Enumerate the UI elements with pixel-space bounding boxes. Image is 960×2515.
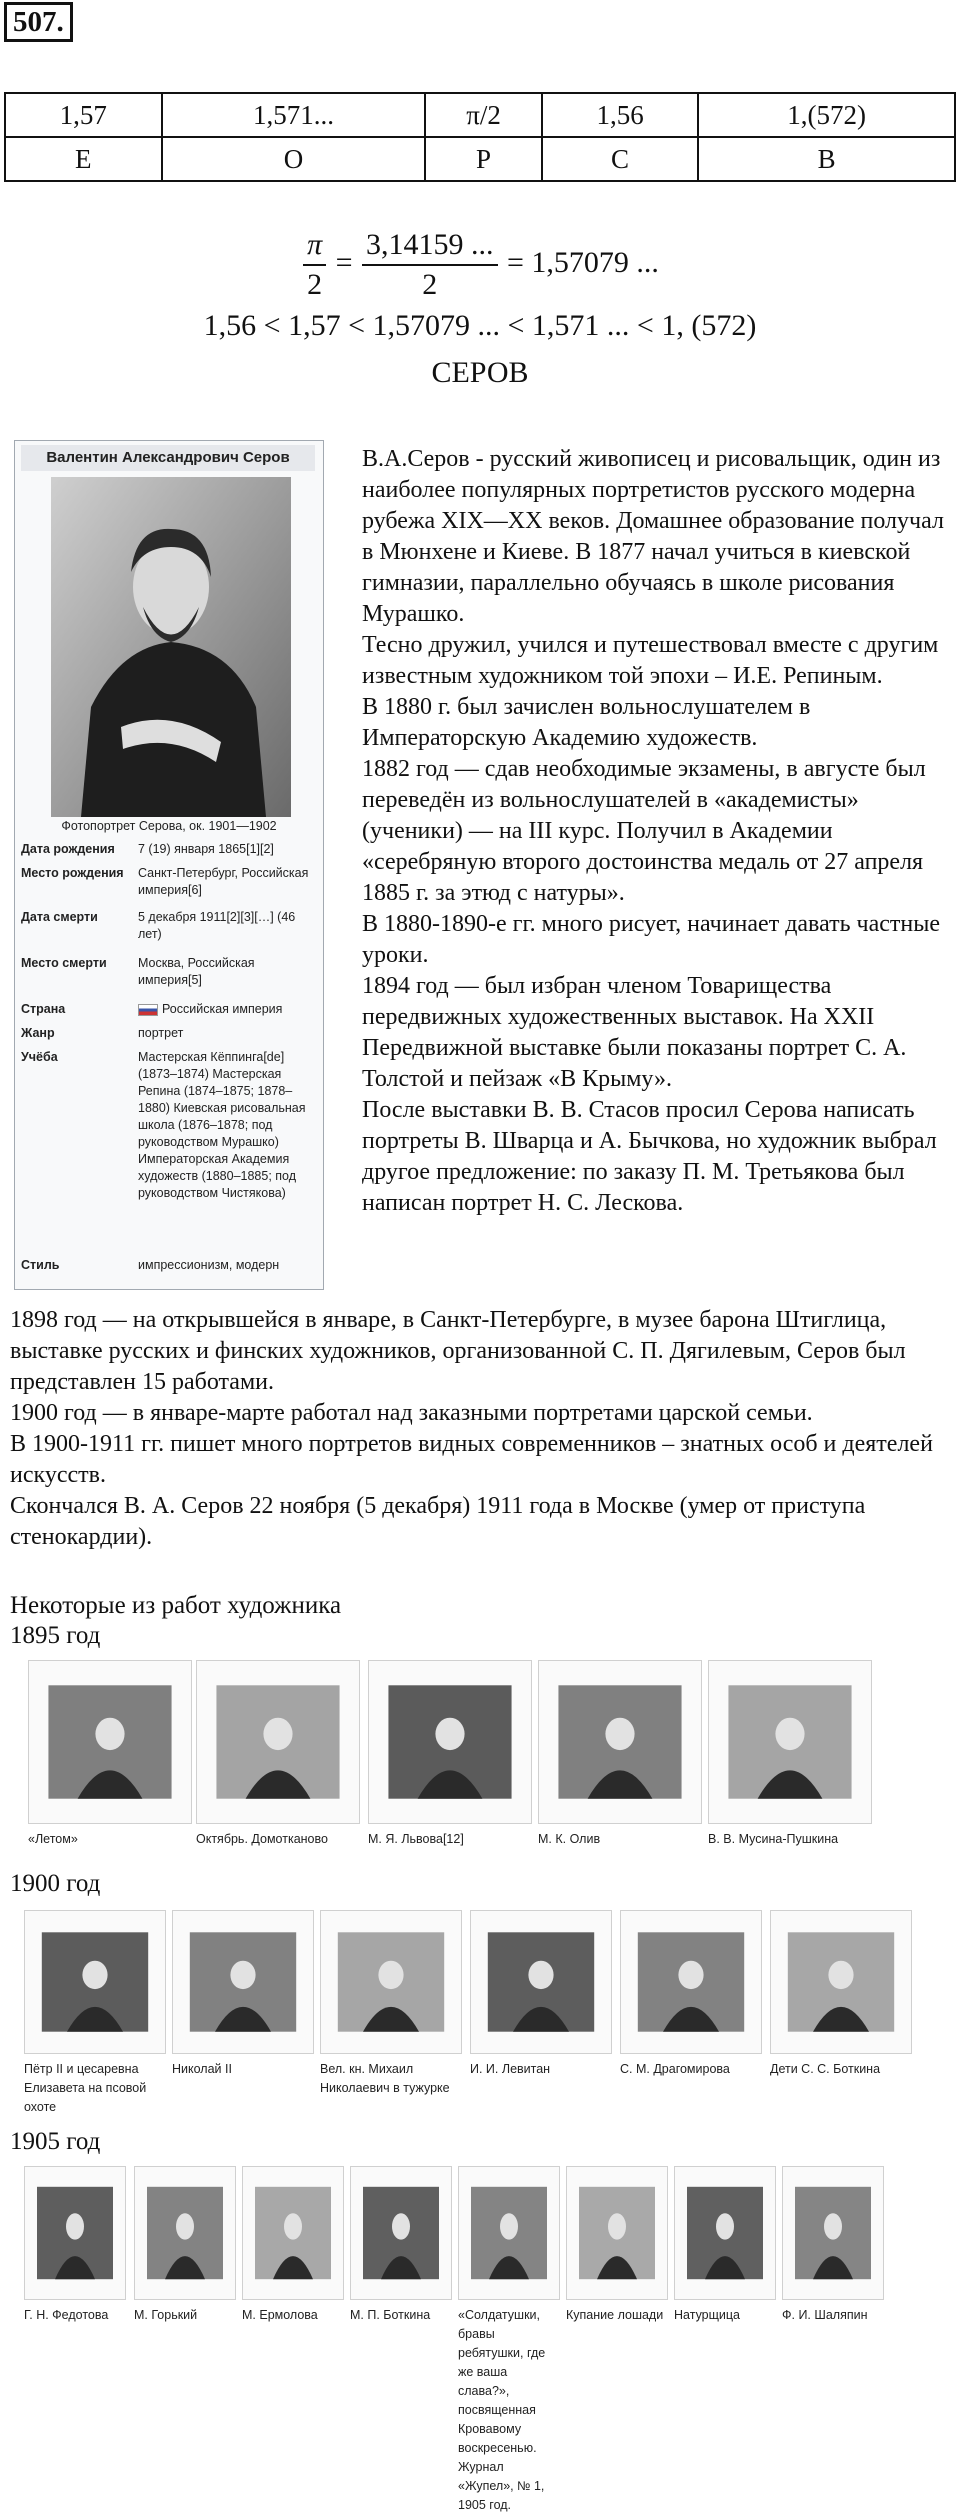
artwork-caption[interactable]: М. Ермолова xyxy=(242,2308,318,2322)
infobox-value: Санкт-Петербург, Российская империя[6] xyxy=(138,866,309,897)
artwork-thumbnail[interactable] xyxy=(368,1660,532,1824)
table-cell: 1,57 xyxy=(5,93,162,137)
artwork-thumbnail[interactable] xyxy=(134,2166,236,2300)
artwork-thumbnail[interactable] xyxy=(320,1910,462,2054)
infobox-row xyxy=(21,1001,321,1018)
table-cell: 1,571... xyxy=(162,93,426,137)
numerator-pi: π xyxy=(303,226,326,266)
bio-paragraph: 1882 год — сдав необходимые экзамены, в августе был переведён из вольнослушателей в «академисты» (ученики) — на III курс. Получил в Академии «серебряную второго достоинства медаль от 27 апреля 1885 г. за этюд с натуры». xyxy=(362,756,926,906)
works-intro: Некоторые из работ художника xyxy=(10,1592,342,1619)
artwork-icon xyxy=(243,2167,343,2299)
artwork-icon xyxy=(29,1661,191,1823)
artwork-thumbnail[interactable] xyxy=(620,1910,762,2054)
artwork-thumbnail[interactable] xyxy=(470,1910,612,2054)
numerator-pi-value: 3,14159 ... xyxy=(362,226,498,266)
infobox-value: импрессионизм, модерн xyxy=(138,1258,280,1272)
artwork-thumbnail[interactable] xyxy=(172,1910,314,2054)
artwork-thumbnail[interactable] xyxy=(24,2166,126,2300)
table-row-letters xyxy=(5,137,955,181)
infobox-key: Место рождения xyxy=(21,866,124,880)
table-cell: π/2 xyxy=(425,93,541,137)
year-heading: 1895 год xyxy=(10,1622,101,1649)
infobox-row xyxy=(21,909,321,943)
infobox-row xyxy=(21,1025,321,1042)
equals-sign: = xyxy=(335,245,353,279)
equation-result: = 1,57079 ... xyxy=(507,245,659,279)
artwork-icon xyxy=(567,2167,667,2299)
artwork-thumbnail[interactable] xyxy=(196,1660,360,1824)
artwork-caption[interactable]: Г. Н. Федотова xyxy=(24,2308,109,2322)
artwork-caption[interactable]: Купание лошади xyxy=(566,2308,664,2322)
artwork-thumbnail[interactable] xyxy=(782,2166,884,2300)
bio-paragraph: 1900 год — в январе-марте работал над заказными портретами царской семьи. xyxy=(10,1400,813,1426)
table-cell: 1,(572) xyxy=(698,93,955,137)
pi-value-over-two xyxy=(362,226,498,304)
artwork-icon xyxy=(771,1911,911,2053)
answer-word: СЕРОВ xyxy=(431,356,529,389)
artwork-icon xyxy=(321,1911,461,2053)
russian-flag-icon xyxy=(138,1004,158,1016)
infobox-row xyxy=(21,1257,321,1274)
task-number: 507. xyxy=(4,2,73,42)
artwork-caption[interactable]: Николай II xyxy=(172,2062,232,2076)
bio-paragraph: Тесно дружил, учился и путешествовал вместе с другим известным художником той эпохи – И.Е. Репиным. xyxy=(362,632,939,689)
bio-paragraph: В 1900-1911 гг. пишет много портретов видных современников – знатных особ и деятелей искусств. xyxy=(10,1431,933,1488)
infobox-key: Страна xyxy=(21,1002,66,1016)
artwork-icon xyxy=(135,2167,235,2299)
bio-paragraph: В 1880-1890-е гг. много рисует, начинает давать частные уроки. xyxy=(362,911,941,968)
table-cell: О xyxy=(162,137,426,181)
infobox-row xyxy=(21,865,321,899)
artwork-thumbnail[interactable] xyxy=(566,2166,668,2300)
inequality: 1,56 < 1,57 < 1,57079 ... < 1,571 ... < 1, (572) xyxy=(203,309,757,342)
infobox-key: Учёба xyxy=(21,1050,58,1064)
bio-paragraph: 1894 год — был избран членом Товарищества передвижных художественных выставок. На XXII Передвижной выставке были показаны портрет С. А. Толстой и пейзаж «В Крыму». xyxy=(362,973,907,1092)
bio-paragraph: Скончался В. А. Серов 22 ноября (5 декабря) 1911 года в Москве (умер от приступа стенокардии). xyxy=(10,1493,866,1550)
artwork-thumbnail[interactable] xyxy=(674,2166,776,2300)
year-heading: 1900 год xyxy=(10,1870,101,1897)
artwork-icon xyxy=(709,1661,871,1823)
artwork-caption[interactable]: И. И. Левитан xyxy=(470,2062,551,2076)
artwork-thumbnail[interactable] xyxy=(24,1910,166,2054)
infobox-key: Дата смерти xyxy=(21,910,98,924)
fraction-equation xyxy=(0,226,960,304)
bio-paragraph: 1898 год — на открывшейся в январе, в Санкт-Петербурге, в музее барона Штиглица, выставке русских и финских художников, организованной С. П. Дягилевым, Серов был представлен 15 работами. xyxy=(10,1307,906,1395)
artwork-caption[interactable]: Натурщица xyxy=(674,2308,741,2322)
artwork-thumbnail[interactable] xyxy=(350,2166,452,2300)
table-cell: В xyxy=(698,137,955,181)
artwork-caption[interactable]: Вел. кн. Михаил Николаевич в тужурке xyxy=(320,2062,450,2095)
artwork-icon xyxy=(621,1911,761,2053)
artwork-caption[interactable]: Дети С. С. Боткина xyxy=(770,2062,881,2076)
pi-over-two xyxy=(303,226,326,304)
artwork-icon xyxy=(369,1661,531,1823)
denominator: 2 xyxy=(307,268,323,301)
infobox-value: 7 (19) января 1865[1][2] xyxy=(138,842,274,856)
artwork-caption[interactable]: Пётр II и цесаревна Елизавета на псовой охоте xyxy=(24,2062,147,2114)
artwork-thumbnail[interactable] xyxy=(28,1660,192,1824)
biography-full xyxy=(10,1305,950,1553)
artwork-icon xyxy=(459,2167,559,2299)
infobox-key: Жанр xyxy=(21,1026,55,1040)
artwork-caption[interactable]: М. Горький xyxy=(134,2308,198,2322)
artwork-thumbnail[interactable] xyxy=(770,1910,912,2054)
table-cell: С xyxy=(542,137,699,181)
infobox-title: Валентин Александрович Серов xyxy=(21,445,315,471)
artwork-icon xyxy=(471,1911,611,2053)
table-cell: 1,56 xyxy=(542,93,699,137)
infobox-value: портрет xyxy=(138,1026,184,1040)
portrait-photo xyxy=(51,477,291,817)
bio-paragraph: В.А.Серов - русский живописец и рисовальщик, один из наиболее популярных портретистов русского модерна рубежа XIX—XX веков. Домашнее образование получал в Мюнхене и Киеве. В 1877 начал учиться в киевской гимназии, параллельно обучаясь в школе рисования Мурашко. xyxy=(362,446,944,627)
artwork-caption[interactable]: Ф. И. Шаляпин xyxy=(782,2308,868,2322)
artwork-caption[interactable]: В. В. Мусина-Пушкина xyxy=(708,1832,839,1846)
table-row-values xyxy=(5,93,955,137)
answer-table xyxy=(4,92,956,182)
artwork-caption[interactable]: М. Я. Львова[12] xyxy=(368,1832,464,1846)
artwork-caption[interactable]: «Летом» xyxy=(28,1832,78,1846)
infobox-value: Москва, Российская империя[5] xyxy=(138,956,255,987)
infobox-row xyxy=(21,955,321,989)
infobox-row xyxy=(21,841,321,858)
artwork-caption[interactable]: М. П. Боткина xyxy=(350,2308,431,2322)
artwork-icon xyxy=(539,1661,701,1823)
artwork-icon xyxy=(675,2167,775,2299)
artwork-icon xyxy=(783,2167,883,2299)
infobox-value: 5 декабря 1911[2][3][…] (46 лет) xyxy=(138,910,296,941)
artwork-icon xyxy=(25,1911,165,2053)
biography-side xyxy=(362,444,952,1219)
artwork-thumbnail[interactable] xyxy=(708,1660,872,1824)
bio-paragraph: В 1880 г. был зачислен вольнослушателем в Императорскую Академию художеств. xyxy=(362,694,811,751)
artwork-thumbnail[interactable] xyxy=(242,2166,344,2300)
artwork-caption[interactable]: «Солдатушки, бравы ребятушки, где же ваша слава?», посвященная Кровавому воскресенью. Журнал «Жупел», № 1, 1905 год. xyxy=(458,2308,546,2512)
artwork-caption[interactable]: Октябрь. Домотканово xyxy=(196,1832,328,1846)
infobox-value: Российская империя xyxy=(162,1002,283,1016)
artwork-caption[interactable]: М. К. Олив xyxy=(538,1832,601,1846)
table-cell: Р xyxy=(425,137,541,181)
artwork-thumbnail[interactable] xyxy=(458,2166,560,2300)
infobox-key: Место смерти xyxy=(21,956,107,970)
infobox-key: Дата рождения xyxy=(21,842,115,856)
photo-caption: Фотопортрет Серова, ок. 1901—1902 xyxy=(61,819,277,833)
infobox-value: Мастерская Кёппинга[de] (1873–1874) Мастерская Репина (1874–1875; 1878–1880) Киевская рисовальная школа (1876–1878; под руководством Мурашко) Императорская Академия художеств (1880–1885; под руководством Чистякова) xyxy=(138,1050,306,1200)
denominator: 2 xyxy=(422,268,438,301)
infobox-key: Стиль xyxy=(21,1258,60,1272)
bio-paragraph: После выставки В. В. Стасов просил Серова написать портреты В. Шварца и А. Бычкова, но художник выбрал другое предложение: по заказу П. М. Третьякова был написан портрет Н. С. Лескова. xyxy=(362,1097,937,1216)
artwork-icon xyxy=(351,2167,451,2299)
artwork-caption[interactable]: С. М. Драгомирова xyxy=(620,2062,730,2076)
year-heading: 1905 год xyxy=(10,2128,101,2155)
artwork-icon xyxy=(197,1661,359,1823)
infobox-row xyxy=(21,1049,321,1202)
artwork-icon xyxy=(25,2167,125,2299)
artwork-icon xyxy=(173,1911,313,2053)
infobox xyxy=(14,440,324,1290)
table-cell: Е xyxy=(5,137,162,181)
artwork-thumbnail[interactable] xyxy=(538,1660,702,1824)
